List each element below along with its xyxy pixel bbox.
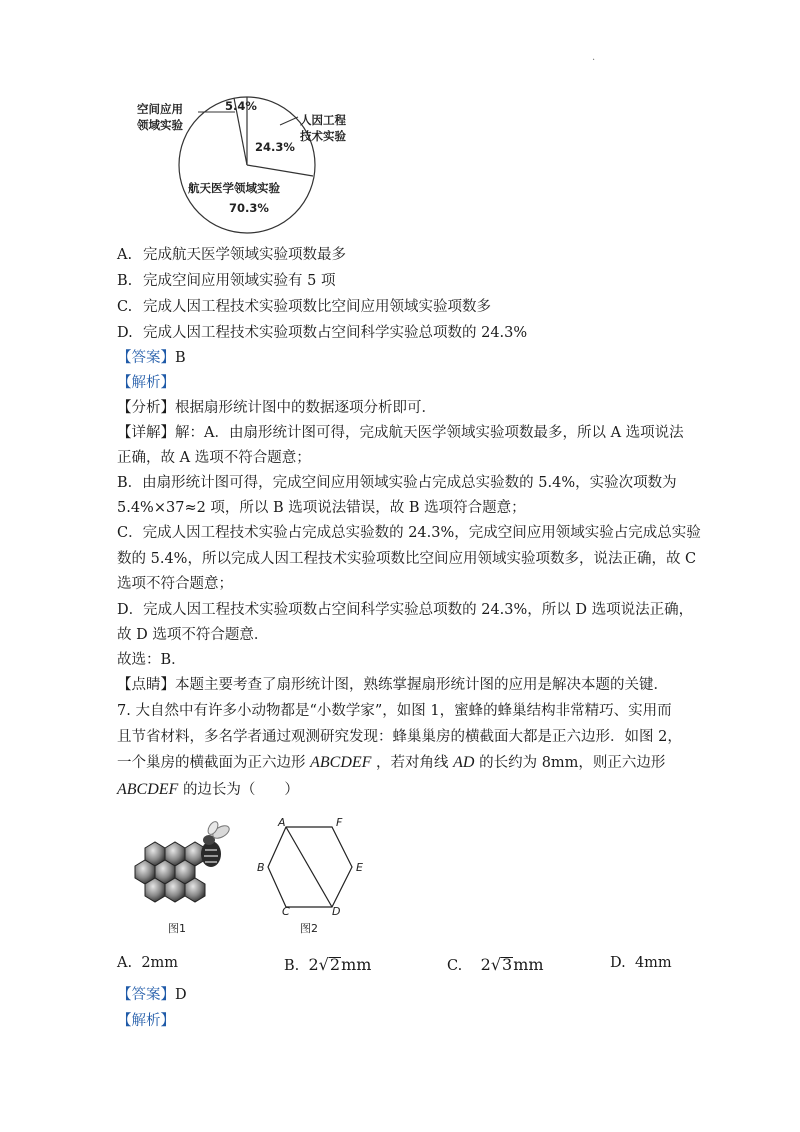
pie-label-space-app-2: 领域实验	[137, 118, 183, 132]
q7-line-3	[117, 753, 665, 773]
vertex-label-e: E	[356, 861, 363, 874]
vertex-label-c: C	[282, 905, 290, 918]
option-text: 完成人因工程技术实验项数占空间科学实验总项数的 24.3%	[143, 325, 528, 341]
q6-choose: 故选：B．	[117, 652, 186, 668]
honeycomb-illustration	[125, 818, 235, 918]
option-letter: D.	[117, 325, 133, 341]
pie-label-space-app-pct: 5.4%	[225, 99, 257, 113]
answer-value: D	[175, 987, 187, 1003]
q6-detail-line-8: D．完成人因工程技术实验项数占空间科学实验总项数的 24.3%，所以 D 选项说法正确，	[117, 602, 694, 618]
answer-tag: 【答案】	[117, 350, 175, 366]
q7-line-3-c: 的长约为 8mm，则正六边形	[479, 755, 666, 771]
pie-label-human-factor-pct: 24.3%	[255, 140, 295, 154]
q6-answer	[117, 348, 186, 368]
var-abcdef: ABCDEF	[310, 754, 372, 771]
radicand: 3	[502, 955, 513, 974]
q7-option-d	[610, 955, 672, 971]
q6-option-b	[117, 271, 335, 291]
q6-analysis-tag: 【解析】	[117, 375, 175, 391]
option-unit: mm	[513, 955, 544, 974]
q6-detail-line-6: 数的 5.4%，所以完成人因工程技术实验项数比空间应用领域实验项数多，说法正确，故 C	[117, 551, 697, 567]
vertex-label-f: F	[336, 816, 343, 829]
q7-line-4	[117, 780, 299, 800]
figure-2-hexagon	[255, 815, 365, 920]
option-text: 2mm	[141, 955, 179, 971]
q6-detail-line-1	[117, 423, 684, 443]
q7-line-1: 7. 大自然中有许多小动物都是“小数学家”，如图 1，蜜蜂的蜂巢结构非常精巧、实用而	[117, 703, 672, 719]
option-text: 4mm	[634, 955, 672, 971]
option-coef: 2	[480, 955, 491, 974]
q6-fenxi	[117, 398, 436, 418]
q7-analysis-tag: 【解析】	[117, 1013, 175, 1029]
q7-answer	[117, 985, 187, 1005]
option-letter: A.	[117, 247, 133, 263]
q7-option-c	[447, 955, 544, 974]
option-letter: A.	[117, 955, 133, 971]
pie-label-human-factor-2: 技术实验	[300, 129, 346, 143]
option-unit: mm	[341, 955, 372, 974]
fenxi-tag: 【分析】	[117, 400, 175, 416]
q7-option-b	[284, 955, 371, 974]
page-marker: .	[592, 52, 596, 63]
option-letter: D.	[610, 955, 626, 971]
q7-option-a	[117, 955, 178, 971]
sqrt-icon: √	[318, 955, 329, 974]
sqrt-icon: √	[490, 955, 502, 974]
option-letter: C.	[117, 299, 133, 315]
hexagon-shape	[268, 827, 352, 907]
pie-label-aerospace-med: 航天医学领域实验	[188, 181, 280, 195]
hexagon-diagram	[255, 815, 365, 920]
q6-detail-line-5: C．完成人因工程技术实验占完成总实验数的 24.3%，完成空间应用领域实验占完成总实验	[117, 525, 701, 541]
var-abcdef: ABCDEF	[117, 781, 179, 798]
q6-detail-line-2: 正确，故 A 选项不符合题意；	[117, 450, 311, 466]
q6-option-d	[117, 323, 527, 343]
q6-option-c	[117, 297, 491, 317]
q7-options-row	[117, 955, 677, 977]
q7-line-4-text: 的边长为（ ）	[182, 782, 299, 798]
radicand: 2	[329, 955, 341, 974]
q6-detail-line-4: 5.4%×37≈2 项，所以 B 选项说法错误，故 B 选项符合题意；	[117, 500, 526, 516]
option-letter: C.	[447, 958, 463, 974]
answer-value: B	[175, 350, 186, 366]
option-letter: B.	[284, 958, 300, 974]
pie-label-human-factor-1: 人因工程	[300, 113, 346, 127]
vertex-label-b: B	[257, 861, 265, 874]
diagonal-ad	[286, 827, 332, 907]
figure-1-honeycomb	[125, 818, 235, 918]
vertex-label-d: D	[332, 905, 341, 918]
figure-1-caption: 图1	[168, 922, 186, 935]
option-coef: 2	[308, 955, 319, 974]
q6-detail-line-3: B．由扇形统计图可得，完成空间应用领域实验占完成总实验数的 5.4%，实验次项数为	[117, 475, 677, 491]
fenxi-text: 根据扇形统计图中的数据逐项分析即可．	[175, 400, 436, 416]
option-text: 完成人因工程技术实验项数比空间应用领域实验项数多	[143, 299, 491, 315]
q6-detail-line-7: 选项不符合题意；	[117, 576, 233, 592]
q6-dianjing	[117, 675, 668, 695]
q6-option-a	[117, 245, 346, 265]
option-text: 完成航天医学领域实验项数最多	[143, 247, 346, 263]
q7-line-2: 且节省材料，多名学者通过观测研究发现：蜂巢巢房的横截面大都是正六边形．如图 2，	[117, 729, 682, 745]
figure-2-caption: 图2	[300, 922, 318, 935]
var-ad: AD	[453, 754, 475, 771]
q7-line-3-b: ，若对角线	[376, 755, 449, 771]
dianjing-tag: 【点睛】	[117, 677, 175, 693]
dianjing-text: 本题主要考查了扇形统计图，熟练掌握扇形统计图的应用是解决本题的关键．	[175, 677, 668, 693]
option-text: 完成空间应用领域实验有 5 项	[143, 273, 336, 289]
option-letter: B.	[117, 273, 133, 289]
q7-line-3-a: 一个巢房的横截面为正六边形	[117, 755, 306, 771]
answer-tag: 【答案】	[117, 987, 175, 1003]
pie-label-space-app-1: 空间应用	[137, 102, 183, 116]
vertex-label-a: A	[278, 816, 286, 829]
detail-tag: 【详解】	[117, 425, 175, 441]
bee-icon	[201, 820, 231, 867]
q6-detail-line-9: 故 D 选项不符合题意．	[117, 627, 269, 643]
pie-label-aerospace-med-pct: 70.3%	[229, 201, 269, 215]
detail-text: 解：A．由扇形统计图可得，完成航天医学领域实验项数最多，所以 A 选项说法	[175, 425, 684, 441]
